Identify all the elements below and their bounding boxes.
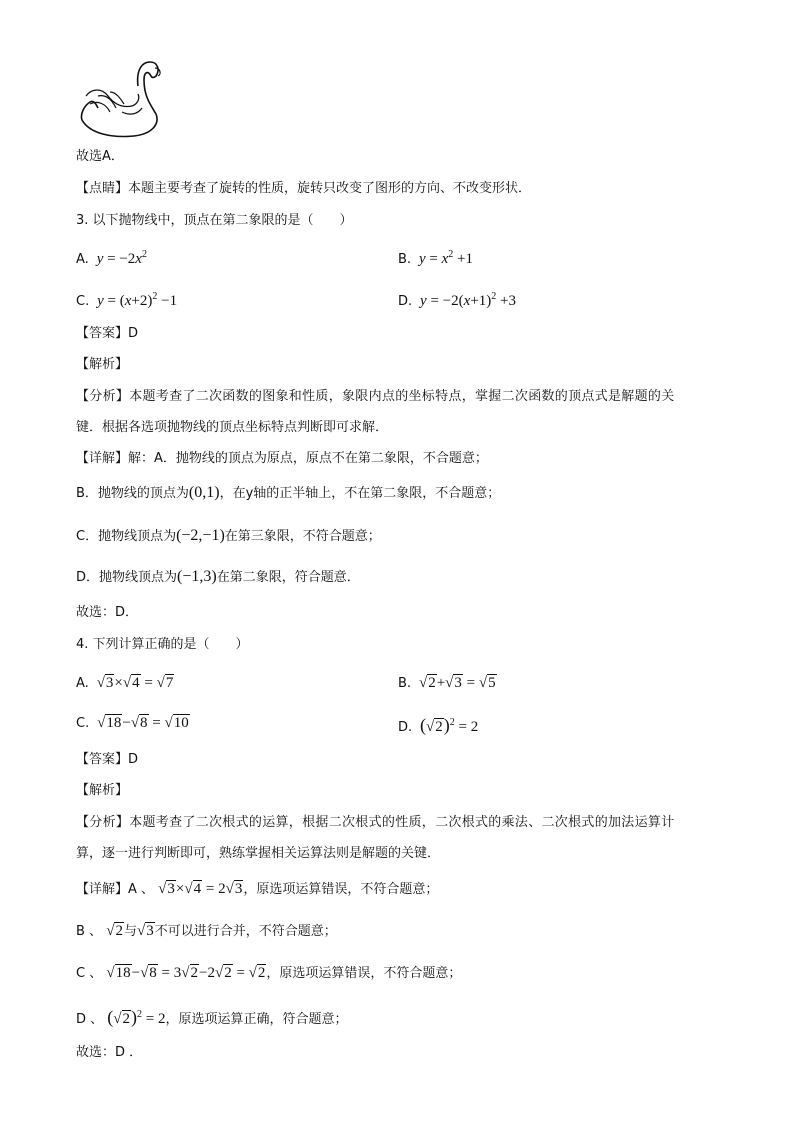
q3-analysis-label: 【解析】 (76, 357, 129, 372)
q4-detail-b (76, 922, 337, 941)
q4-option-a (76, 674, 174, 693)
q4-option-d (398, 714, 478, 737)
q4-option-d-formula: $(√2)^2 = 2$ (420, 715, 479, 735)
conclusion-line: 故选A． (76, 149, 124, 164)
q4-stem: 4. 下列计算正确的是（ ） (76, 637, 249, 652)
q4-detail-a (76, 880, 438, 899)
q4-option-d-label: D. (398, 720, 413, 735)
q4-detail-a-post: ，原选项运算错误，不符合题意； (243, 882, 439, 897)
q3-choose: 故选：D． (76, 605, 139, 620)
q3-analysis-2: 键．根据各选项抛物线的顶点坐标特点判断即可求解． (76, 420, 389, 435)
q4-detail-b-pre: B 、 (76, 924, 103, 939)
q4-detail-b-mid: 与 (123, 924, 137, 939)
swan-figure (76, 56, 164, 140)
q4-detail-d-pre: D 、 (76, 1012, 104, 1027)
q4-detail-b-root-2: √2 (106, 923, 123, 939)
q4-detail-d-post: ，原选项运算正确，符合题意； (165, 1012, 348, 1027)
q4-option-b-formula: √2+√3 = √5 (415, 675, 496, 691)
q4-option-c-label: C. (76, 716, 90, 731)
q3-detail-c-post: 在第三象限，不符合题意； (224, 529, 381, 544)
q4-detail-d-formula: $(√2)^2 = 2$ (107, 1007, 166, 1027)
swan-wing-curve (122, 108, 142, 114)
q4-detail-c-formula: √18−√8 = 3√2−2√2 = √2 (106, 965, 266, 981)
q3-analysis-1: 【分析】本题考查了二次函数的图象和性质，象限内点的坐标特点，掌握二次函数的顶点式是解题的关 (76, 389, 675, 404)
swan-feather-1 (90, 102, 110, 112)
q3-detail-b-post: ，在y轴的正半轴上，不在第二象限，不合题意； (219, 486, 501, 501)
q4-option-b-label: B. (398, 676, 412, 691)
q3-detail-b-point: (0,1) (188, 484, 220, 501)
q3-detail-d-pre: D．抛物线顶点为 (76, 570, 178, 585)
swan-outline (81, 62, 158, 136)
q3-detail-d (76, 568, 360, 587)
q3-option-d (398, 288, 516, 311)
q3-option-b-formula: $y = x^2 +1$ (415, 249, 473, 267)
q3-detail-c-pre: C．抛物线顶点为 (76, 529, 177, 544)
q3-detail-c-point: (−2,−1) (176, 527, 225, 544)
q3-answer: 【答案】D (76, 326, 139, 341)
q4-answer: 【答案】D (76, 752, 139, 767)
q3-stem: 3. 以下抛物线中，顶点在第二象限的是（ ） (76, 213, 353, 228)
q4-analysis-1: 【分析】本题考查了二次根式的运算，根据二次根式的性质，二次根式的乘法、二次根式的加法运算计 (76, 815, 675, 830)
q4-detail-a-pre: 【详解】A 、 (76, 882, 155, 897)
q3-option-d-formula: $y = -2(x+1)^2 +3$ (416, 291, 516, 309)
q3-option-c (76, 288, 177, 311)
q3-detail-a: 【详解】解：A．抛物线的顶点为原点，原点不在第二象限，不合题意； (76, 451, 488, 466)
q3-option-a-formula: $y = -2x^2$ (92, 249, 147, 267)
q4-choose: 故选：D ． (76, 1045, 143, 1060)
comment-line: 【点睛】本题主要考查了旋转的性质，旋转只改变了图形的方向、不改变形状． (76, 181, 532, 196)
q4-option-c (76, 714, 190, 733)
q4-detail-a-formula: √3×√4 = 2√3 (158, 881, 243, 897)
q4-option-c-formula: √18−√8 = √10 (93, 715, 189, 731)
q4-option-a-formula: √3×√4 = √7 (92, 675, 174, 691)
q3-option-d-label: D. (398, 294, 413, 309)
q3-detail-c (76, 527, 381, 546)
q3-option-b-label: B. (398, 252, 412, 267)
q3-detail-b-pre: B．抛物线的顶点为 (76, 486, 189, 501)
q4-analysis-2: 算，逐一进行判断即可，熟练掌握相关运算法则是解题的关键． (76, 846, 441, 861)
q4-detail-d (76, 1006, 348, 1029)
q3-option-c-formula: $y = (x+2)^2 -1$ (93, 291, 178, 309)
q4-detail-c-post: ，原选项运算错误，不符合题意； (266, 966, 462, 981)
q4-option-b (398, 674, 497, 693)
q3-detail-b (76, 484, 500, 503)
q4-detail-b-root-3: √3 (136, 923, 154, 939)
q4-detail-b-post: 不可以进行合并，不符合题意； (154, 924, 337, 939)
q4-option-a-label: A. (76, 676, 89, 691)
q3-detail-d-point: (−1,3) (177, 568, 217, 585)
q3-option-b (398, 246, 473, 269)
q3-option-a-label: A. (76, 252, 89, 267)
q3-option-a (76, 246, 147, 269)
q4-detail-c (76, 964, 461, 983)
q4-detail-c-pre: C 、 (76, 966, 103, 981)
q4-analysis-label: 【解析】 (76, 783, 129, 798)
q3-option-c-label: C. (76, 294, 90, 309)
q3-detail-d-post: 在第二象限，符合题意． (216, 570, 360, 585)
